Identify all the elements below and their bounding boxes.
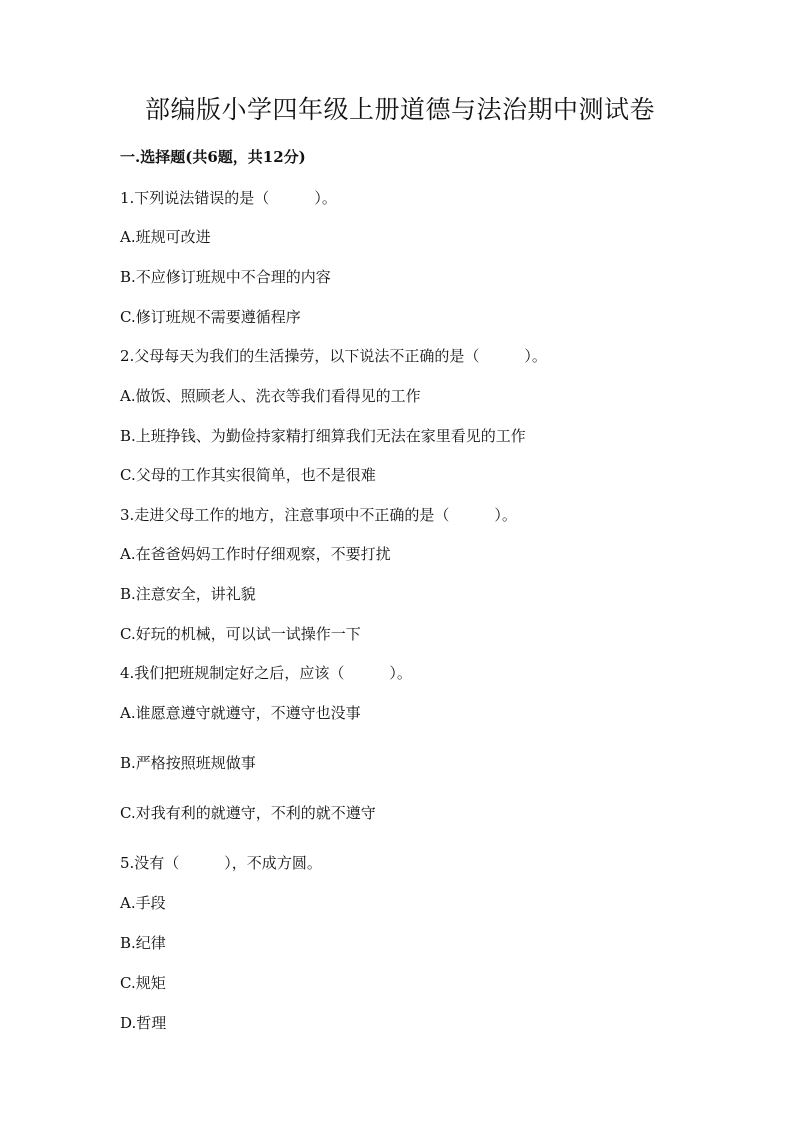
- exam-title: 部编版小学四年级上册道德与法治期中测试卷: [144, 95, 655, 124]
- question-5-option-c: C.规矩: [120, 974, 166, 992]
- section-heading-multiple-choice: 一.选择题(共6题，共12分): [120, 148, 306, 166]
- question-4-stem: 4.我们把班规制定好之后，应该（ ）。: [120, 664, 412, 682]
- question-1-stem: 1.下列说法错误的是（ ）。: [120, 189, 337, 207]
- question-3-option-c: C.好玩的机械，可以试一试操作一下: [120, 625, 361, 643]
- question-4-option-a: A.谁愿意遵守就遵守，不遵守也没事: [120, 704, 361, 722]
- question-3-option-a: A.在爸爸妈妈工作时仔细观察，不要打扰: [120, 545, 391, 563]
- question-5-stem: 5.没有（ ），不成方圆。: [120, 854, 322, 872]
- question-3-option-b: B.注意安全，讲礼貌: [120, 585, 256, 603]
- question-1-option-b: B.不应修订班规中不合理的内容: [120, 268, 331, 286]
- question-5-option-d: D.哲理: [120, 1014, 167, 1032]
- question-2-stem: 2.父母每天为我们的生活操劳，以下说法不正确的是（ ）。: [120, 347, 547, 365]
- question-2-option-b: B.上班挣钱、为勤俭持家精打细算我们无法在家里看见的工作: [120, 427, 526, 445]
- question-3-stem: 3.走进父母工作的地方，注意事项中不正确的是（ ）。: [120, 506, 517, 524]
- question-4-option-b: B.严格按照班规做事: [120, 754, 256, 772]
- question-2-option-a: A.做饭、照顾老人、洗衣等我们看得见的工作: [120, 387, 421, 405]
- question-1-option-a: A.班规可改进: [120, 228, 211, 246]
- question-5-option-a: A.手段: [120, 894, 166, 912]
- question-4-option-c: C.对我有利的就遵守，不利的就不遵守: [120, 804, 376, 822]
- question-2-option-c: C.父母的工作其实很简单，也不是很难: [120, 466, 376, 484]
- question-5-option-b: B.纪律: [120, 934, 166, 952]
- question-1-option-c: C.修订班规不需要遵循程序: [120, 308, 301, 326]
